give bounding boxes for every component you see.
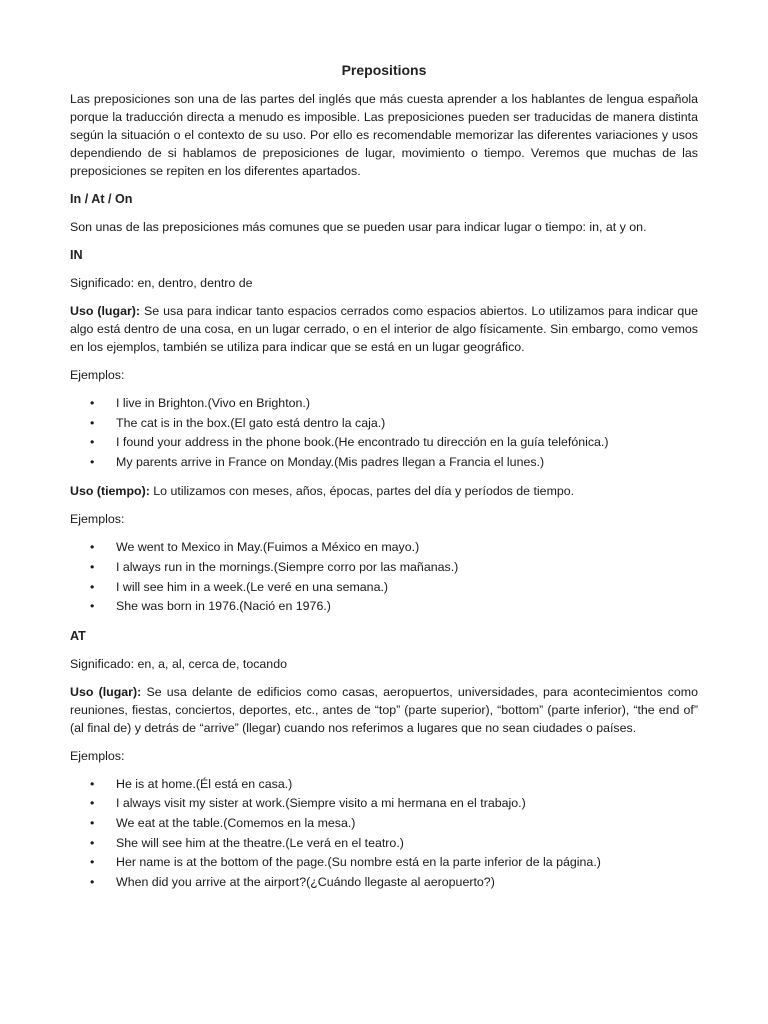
example-text: We eat at the table.(Comemos en la mesa.)	[116, 815, 356, 830]
list-item	[70, 597, 698, 617]
in-time-usage	[70, 482, 698, 500]
example-text: I found your address in the phone book.(He encontrado tu dirección en la guía telefónica.)	[116, 435, 609, 450]
at-meaning: Significado: en, a, al, cerca de, tocando	[70, 656, 287, 671]
in-place-usage	[70, 302, 698, 356]
in-place-label: Uso (lugar):	[70, 304, 141, 318]
section-heading-in-at-on: In / At / On	[70, 192, 133, 206]
in-time-examples-label: Ejemplos:	[70, 512, 125, 527]
in-time-examples-list	[70, 538, 698, 616]
example-text: The cat is in the box.(El gato está dentro la caja.)	[116, 415, 386, 430]
example-text: I always run in the mornings.(Siempre corro por las mañanas.)	[116, 559, 459, 574]
in-time-text: Lo utilizamos con meses, años, épocas, partes del día y períodos de tiempo.	[149, 484, 575, 499]
list-item	[70, 834, 698, 854]
list-item	[70, 453, 698, 473]
example-text: When did you arrive at the airport?(¿Cuándo llegaste al aeropuerto?)	[116, 874, 495, 889]
in-place-text: Se usa para indicar tanto espacios cerrados como espacios abiertos. Lo utilizamos para indicar que algo está dentro de una cosa, en un lugar cerrado, o en el interior de algo físicamente. Sin embargo, como vemos en los ejemplos, también se utiliza para indicar que se está en un lugar geográfico.	[70, 304, 698, 354]
bullet-icon: •	[90, 579, 95, 594]
example-text: She will see him at the theatre.(Le verá en el teatro.)	[116, 835, 404, 850]
list-item	[70, 414, 698, 434]
in-time-label: Uso (tiempo):	[70, 484, 150, 499]
in-place-examples-list	[70, 394, 698, 472]
page-title: Prepositions	[341, 62, 427, 78]
bullet-icon: •	[90, 855, 95, 870]
list-item	[70, 873, 698, 893]
bullet-icon: •	[90, 835, 95, 850]
list-item	[70, 433, 698, 453]
example-text: He is at home.(Él está en casa.)	[116, 776, 293, 791]
bullet-icon: •	[90, 559, 95, 574]
at-place-usage	[70, 683, 698, 737]
in-heading: IN	[70, 248, 83, 262]
at-place-text: Se usa delante de edificios como casas, aeropuertos, universidades, para acontecimientos como reuniones, fiestas, conciertos, deportes, etc., antes de “top” (parte superior), “bottom” (parte inferior), “the end of” (al final de) y detrás de “arrive” (llegar) cuando nos referimos a lugares que no sean ciudades o países.	[70, 684, 698, 735]
at-place-label: Uso (lugar):	[70, 684, 142, 699]
bullet-icon: •	[90, 396, 95, 410]
in-meaning: Significado: en, dentro, dentro de	[70, 276, 253, 290]
bullet-icon: •	[90, 796, 95, 811]
bullet-icon: •	[90, 454, 95, 469]
section-description: Son unas de las preposiciones más comunes que se pueden usar para indicar lugar o tiempo: in, at y on.	[70, 220, 647, 234]
list-item	[70, 814, 698, 834]
example-text: She was born in 1976.(Nació en 1976.)	[116, 599, 331, 614]
list-item	[70, 558, 698, 578]
intro-paragraph: Las preposiciones son una de las partes del inglés que más cuesta aprender a los hablantes de lengua española porque la traducción directa a menudo es imposible. Las preposiciones pueden ser traducidas de manera distinta según la situación o el contexto de su uso. Por ello es recomendable memorizar las diferentes variaciones y usos dependiendo de si hablamos de preposiciones de lugar, movimiento o tiempo. Veremos que muchas de las preposiciones se repiten en los diferentes apartados.	[70, 92, 698, 178]
bullet-icon: •	[90, 776, 95, 791]
example-text: I always visit my sister at work.(Siempre visito a mi hermana en el trabajo.)	[116, 796, 526, 811]
bullet-icon: •	[90, 435, 95, 450]
bullet-icon: •	[90, 415, 95, 430]
list-item	[70, 794, 698, 814]
bullet-icon: •	[90, 599, 95, 614]
bullet-icon: •	[90, 815, 95, 830]
bullet-icon: •	[90, 540, 95, 555]
list-item	[70, 538, 698, 558]
in-examples-label: Ejemplos:	[70, 368, 125, 382]
bullet-icon: •	[90, 874, 95, 889]
list-item	[70, 775, 698, 795]
list-item	[70, 578, 698, 598]
list-item	[70, 394, 698, 414]
at-heading: AT	[70, 628, 86, 643]
example-text: My parents arrive in France on Monday.(Mis padres llegan a Francia el lunes.)	[116, 454, 545, 469]
example-text: I will see him in a week.(Le veré en una semana.)	[116, 579, 389, 594]
list-item	[70, 853, 698, 873]
example-text: Her name is at the bottom of the page.(Su nombre está en la parte inferior de la página.)	[116, 855, 601, 870]
at-examples-label: Ejemplos:	[70, 748, 125, 763]
example-text: We went to Mexico in May.(Fuimos a México en mayo.)	[116, 540, 420, 555]
at-place-examples-list	[70, 775, 698, 893]
example-text: I live in Brighton.(Vivo en Brighton.)	[116, 396, 310, 410]
